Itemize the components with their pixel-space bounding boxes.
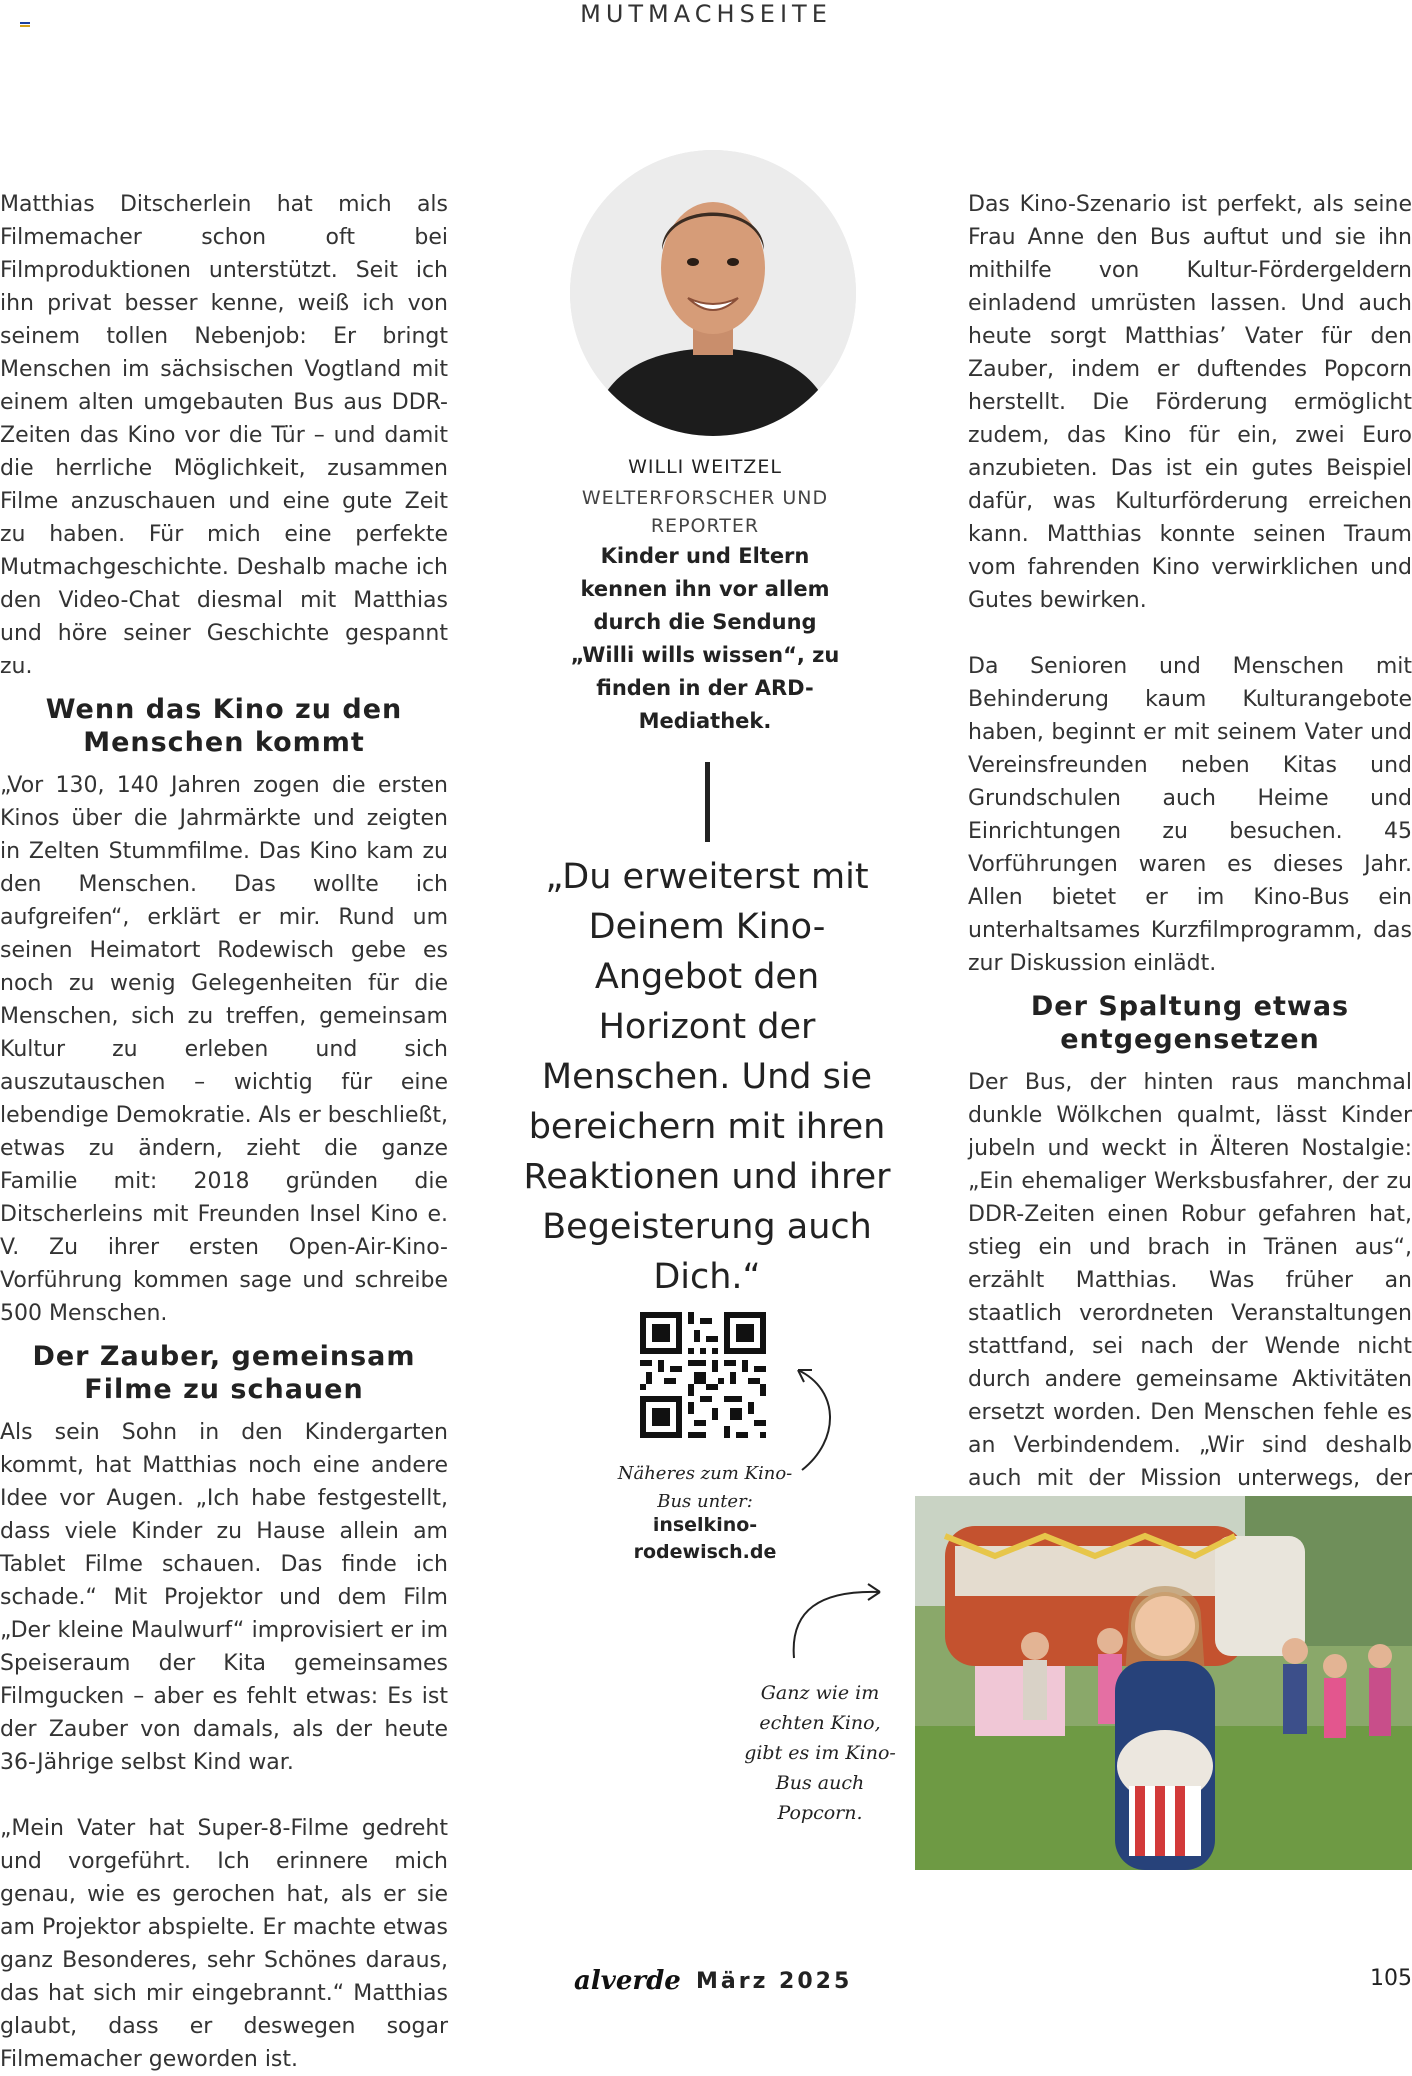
kino-bus-photo xyxy=(915,1496,1412,1870)
issue-date: März 2025 xyxy=(696,1969,853,1994)
body-paragraph: „Vor 130, 140 Jahren zogen die ersten Kinos über die Jahrmärkte und zeigten in Zelten Stummfilme. Das Kino kam zu den Menschen. Das wollte ich aufgreifen“, erklärt er mir. Rund um seinen Heimatort Rodewisch gebe es noch zu wenig Gelegenheiten für die Menschen, sich zu treffen, gemeinsam Kultur zu erleben und sich auszutauschen – wichtig für eine lebendige Demokratie. Als er beschließt, etwas zu ändern, zieht die ganze Familie mit: 2018 gründen die Ditscherleins mit Freunden Insel Kino e. V. Zu ihrer ersten Open-Air-Kino-Vorführung kommen sage und schreibe 500 Menschen. xyxy=(0,773,448,1326)
flag-icon xyxy=(20,22,30,29)
popcorn-note: Ganz wie im echten Kino, gibt es im Kino-Bus auch Popcorn. xyxy=(744,1682,896,1824)
author-name: WILLI WEITZEL xyxy=(628,456,782,478)
qr-url[interactable]: inselkino-rodewisch.de xyxy=(633,1514,777,1563)
body-paragraph: Der Bus, der hinten raus manchmal dunkle Wölkchen qualmt, lässt Kinder jubeln und weckt in Älteren Nostalgie: „Ein ehemaliger Werksbusfahrer, der zu DDR-Zeiten einen Robur gefahren hat, stieg ein und brach in Tränen aus“, erzählt Matthias. Was früher an staatlich verordneten Veranstaltungen stattfand, sei nach der Wende nicht durch andere gemeinsame Aktivitäten ersetzt worden. Den Menschen fehle es an Verbindendem. „Wir sind deshalb auch mit der Mission unterwegs, der xyxy=(968,1066,1412,1561)
author-portrait xyxy=(570,150,856,436)
heading-kino-zu-den-menschen: Wenn das Kino zu den Menschen kommt xyxy=(45,694,403,758)
pull-quote: „Du erweiterst mit Deinem Kino-Angebot den Horizont der Menschen. Und sie bereichern mit ihren Reaktionen und ihrer Begeisterung auch Dich.“ xyxy=(523,857,891,1297)
heading-spaltung: Der Spaltung etwas entgegensetzen xyxy=(1030,991,1350,1055)
qr-code[interactable] xyxy=(640,1312,766,1438)
qr-note: Näheres zum Kino-Bus unter: xyxy=(617,1463,793,1512)
right-column xyxy=(968,188,1412,1561)
body-paragraph: Da Senioren und Menschen mit Behinderung kaum Kulturangebote haben, beginnt er mit seinem Vater und Vereinsfreunden neben Kitas und Grundschulen auch Heime und Einrichtungen zu besuchen. 45 Vorführungen waren es dieses Jahr. Allen bietet er im Kino-Bus ein unterhaltsames Kurzfilmprogramm, das zur Diskussion einlädt. xyxy=(968,654,1412,976)
heading-zauber: Der Zauber, gemeinsam Filme zu schauen xyxy=(32,1341,416,1405)
body-paragraph: Als sein Sohn in den Kindergarten kommt, hat Matthias noch eine andere Idee vor Augen. „Ich habe festgestellt, dass viele Kinder zu Hause allein am Tablet Filme schauen. Das finde ich schade.“ Mit Projektor und dem Film „Der kleine Maulwurf“ improvisiert er im Speiseraum der Kita gemeinsames Filmgucken – aber es fehlt etwas: Es ist der Zauber von damals, als der heute 36-Jährige selbst Kind war. xyxy=(0,1420,448,1775)
quote-divider xyxy=(705,762,710,842)
left-column xyxy=(0,188,448,2076)
body-paragraph: Das Kino-Szenario ist perfekt, als seine Frau Anne den Bus auftut und sie ihn mithilfe von Kultur-Fördergeldern einladend umrüsten lassen. Und auch heute sorgt Matthias’ Vater für den Zauber, indem er duftendes Popcorn herstellt. Die Förderung ermöglicht zudem, das Kino für ein, zwei Euro anzubieten. Das ist ein gutes Beispiel dafür, was Kulturförderung erreichen kann. Matthias konnte seinen Traum vom fahrenden Kino verwirklichen und Gutes bewirken. xyxy=(968,192,1412,613)
brand-logo: alverde xyxy=(574,1966,681,1996)
page-number: 105 xyxy=(1370,1966,1412,1991)
body-paragraph: „Mein Vater hat Super-8-Filme gedreht und vorgeführt. Ich erinnere mich genau, wie es gerochen hat, als er sie am Projektor abspielte. Er machte etwas ganz Besonderes, sehr Schönes daraus, das hat sich mir eingebrannt.“ Matthias glaubt, dass er deswegen sogar Filmemacher geworden ist. xyxy=(0,1816,448,2072)
intro-paragraph: Matthias Ditscherlein hat mich als Filmemacher schon oft bei Filmproduktionen unterstützt. Seit ich ihn privat besser kenne, weiß ich von seinem tollen Nebenjob: Er bringt Menschen im sächsischen Vogtland mit einem alten umgebauten Bus aus DDR-Zeiten das Kino vor die Tür – und damit die herrliche Möglichkeit, zusammen Filme anzuschauen und eine gute Zeit zu haben. Für mich eine perfekte Mutmachgeschichte. Deshalb mache ich den Video-Chat diesmal mit Matthias und höre seiner Geschichte gespannt zu. xyxy=(0,192,448,679)
section-title: MUTMACHSEITE xyxy=(580,0,832,28)
author-role: WELTERFORSCHER UND REPORTER xyxy=(581,487,829,537)
author-description: Kinder und Eltern kennen ihn vor allem durch die Sendung „Willi wills wissen“, zu finden in der ARD-Mediathek. xyxy=(570,544,840,733)
curved-arrow-icon xyxy=(780,1570,890,1660)
